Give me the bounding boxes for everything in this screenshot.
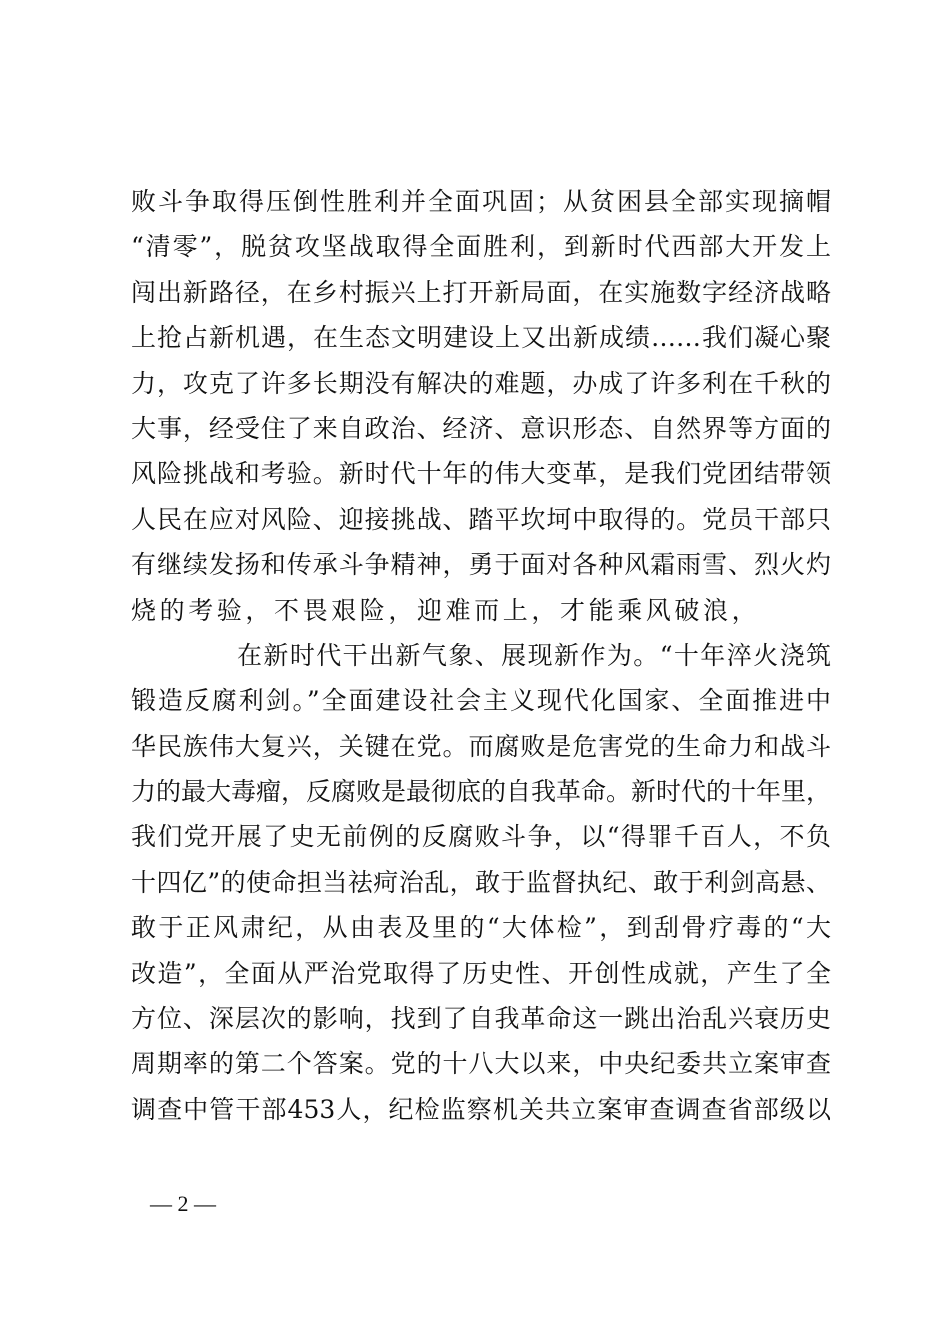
- text-line: 锻造反腐利剑。”全面建设社会主义现代化国家、全面推进中: [131, 686, 831, 716]
- paragraph-start-line: 在新时代干出新气象、展现新作为。“十年淬火浇筑: [237, 640, 831, 670]
- body-text: [131, 179, 831, 1132]
- text-line: “清零”，脱贫攻坚战取得全面胜利，到新时代西部大开发上: [131, 232, 831, 262]
- text-line: 调查中管干部453人，纪检监察机关共立案审查调查省部级以: [131, 1094, 831, 1124]
- text-line: 人民在应对风险、迎接挑战、踏平坎坷中取得的。党员干部只: [131, 504, 831, 534]
- text-line: 闯出新路径，在乡村振兴上打开新局面，在实施数字经济战略: [131, 277, 831, 307]
- text-line: 风险挑战和考验。新时代十年的伟大变革，是我们党团结带领: [131, 459, 831, 489]
- text-line: 华民族伟大复兴，关键在党。而腐败是危害党的生命力和战斗: [131, 731, 831, 761]
- text-line: 周期率的第二个答案。党的十八大以来，中央纪委共立案审查: [131, 1049, 831, 1079]
- text-line: 敢于正风肃纪，从由表及里的“大体检”，到刮骨疗毒的“大: [131, 913, 831, 943]
- text-line: 力的最大毒瘤，反腐败是最彻底的自我革命。新时代的十年里，: [131, 777, 832, 807]
- text-line: 上抢占新机遇，在生态文明建设上又出新成绩……我们凝心聚: [131, 323, 831, 353]
- text-line: 方位、深层次的影响，找到了自我革命这一跳出治乱兴衰历史: [131, 1004, 831, 1034]
- text-line: 我们党开展了史无前例的反腐败斗争，以“得罪千百人，不负: [131, 822, 831, 852]
- text-line: 有继续发扬和传承斗争精神，勇于面对各种风霜雨雪、烈火灼: [131, 550, 831, 580]
- text-line: 改造”，全面从严治党取得了历史性、开创性成就，产生了全: [131, 958, 831, 988]
- text-line: 十四亿”的使命担当祛疴治乱，敢于监督执纪、敢于利剑高悬、: [131, 867, 831, 897]
- paragraph-end-line: 烧的考验，不畏艰险，迎难而上，才能乘风破浪，: [131, 595, 761, 625]
- text-line: 力，攻克了许多长期没有解决的难题，办成了许多利在千秋的: [131, 368, 831, 398]
- text-line: 败斗争取得压倒性胜利并全面巩固；从贫困县全部实现摘帽: [131, 187, 831, 216]
- text-line: 大事，经受住了来自政治、经济、意识形态、自然界等方面的: [131, 413, 831, 443]
- page-number: — 2 —: [150, 1191, 216, 1216]
